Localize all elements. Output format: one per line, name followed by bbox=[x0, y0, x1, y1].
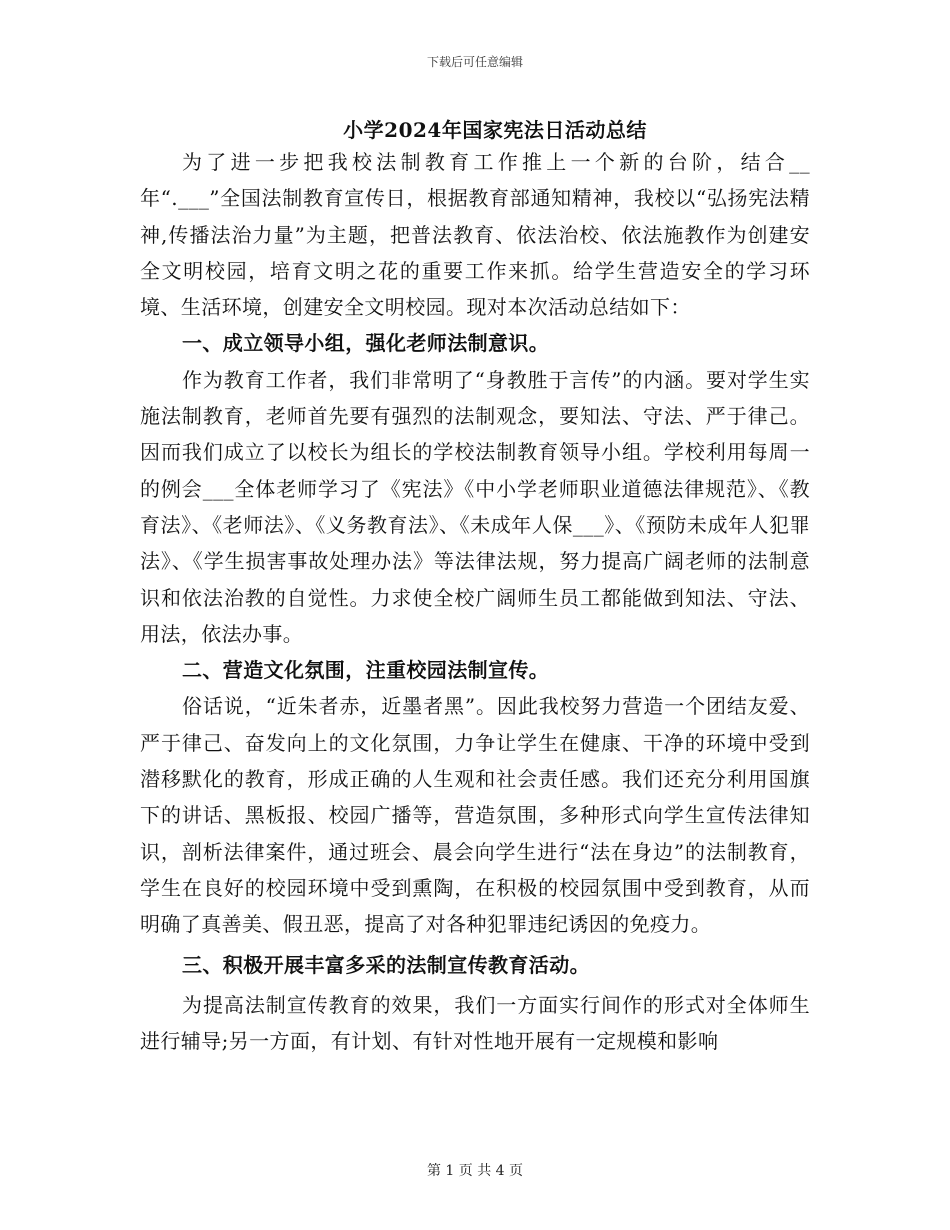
section-2-paragraph: 俗话说，“近朱者赤，近墨者黑”。因此我校努力营造一个团结友爱、严于律己、奋发向上的文化氛围，力争让学生在健康、干净的环境中受到潜移默化的教育，形成正确的人生观和社会责任感。我们还充分利用国旗下的讲话、黑板报、校园广播等，营造氛围，多种形式向学生宣传法律知识，剖析法律案件，通过班会、晨会向学生进行“法在身边”的法制教育，学生在良好的校园环境中受到熏陶，在积极的校园氛围中受到教育，从而明确了真善美、假丑恶，提高了对各种犯罪违纪诱因的免疫力。 bbox=[140, 694, 810, 937]
section-3-heading: 三、积极开展丰富多采的法制宣传教育活动。 bbox=[182, 952, 590, 977]
section-1-paragraph: 作为教育工作者，我们非常明了“身教胜于言传”的内涵。要对学生实施法制教育，老师首先要有强烈的法制观念，要知法、守法、严于律己。因而我们成立了以校长为组长的学校法制教育领导小组。学校利用每周一的例会___全体老师学习了《宪法》《中小学老师职业道德法律规范》、《教育法》、《老师法》、《义务教育法》、《未成年人保___》、《预防未成年人犯罪法》、《学生损害事故处理办法》等法律法规，努力提高广阔老师的法制意识和依法治教的自觉性。力求使全校广阔师生员工都能做到知法、守法、用法，依法办事。 bbox=[140, 367, 810, 646]
section-1-heading: 一、成立领导小组，强化老师法制意识。 bbox=[182, 331, 550, 356]
section-2-heading: 二、营造文化氛围，注重校园法制宣传。 bbox=[182, 658, 550, 683]
document-body bbox=[140, 144, 810, 1059]
header-note: 下载后可任意编辑 bbox=[426, 55, 523, 69]
intro-paragraph: 为了进一步把我校法制教育工作推上一个新的台阶，结合__年“.___”全国法制教育宣传日，根据教育部通知精神，我校以“弘扬宪法精神,传播法治力量”为主题，把普法教育、依法治校、依法施教作为创建安全文明校园，培育文明之花的重要工作来抓。给学生营造安全的学习环境、生活环境，创建安全文明校园。现对本次活动总结如下： bbox=[140, 150, 810, 320]
page-footer: 第 1 页 共 4 页 bbox=[426, 1163, 524, 1179]
document-title: 小学2024年国家宪法日活动总结 bbox=[343, 118, 647, 142]
section-3-paragraph: 为提高法制宣传教育的效果，我们一方面实行间作的形式对全体师生进行辅导;另一方面，有计划、有针对性地开展有一定规模和影响 bbox=[140, 992, 810, 1054]
